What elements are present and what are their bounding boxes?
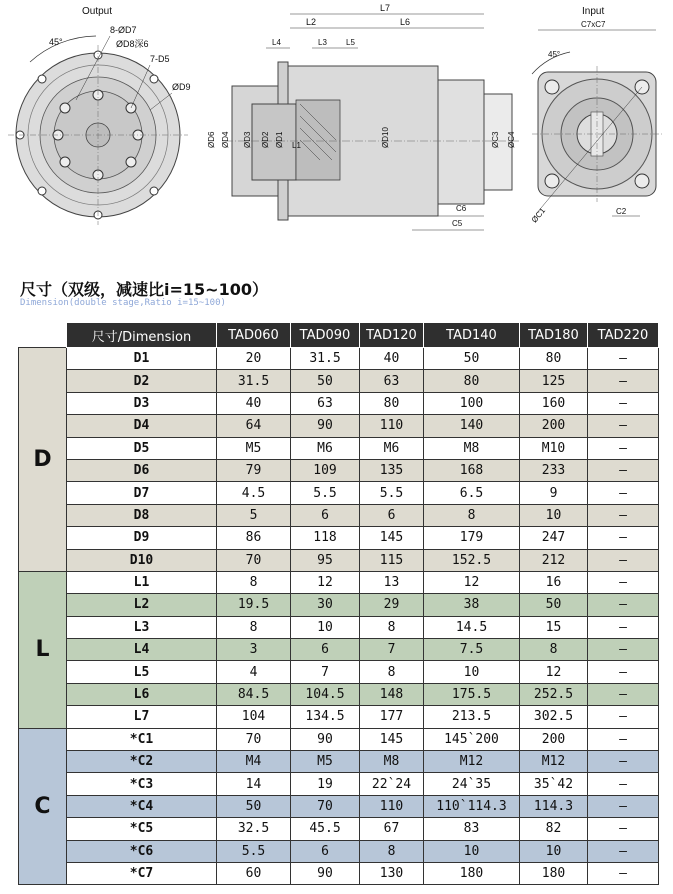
- value-cell: 12: [291, 571, 360, 593]
- value-cell: 145: [360, 527, 424, 549]
- table-row: [19, 348, 659, 370]
- svg-text:ØD3: ØD3: [243, 131, 252, 148]
- value-cell: 10: [424, 840, 520, 862]
- svg-text:L3: L3: [318, 38, 327, 47]
- svg-text:8-ØD7: 8-ØD7: [110, 25, 137, 35]
- value-cell: 302.5: [520, 706, 588, 728]
- value-cell: 8: [360, 840, 424, 862]
- dimension-name-cell: L6: [67, 683, 217, 705]
- svg-text:L1: L1: [292, 141, 301, 150]
- value-cell: 4: [217, 661, 291, 683]
- value-cell: –: [588, 415, 659, 437]
- value-cell: 12: [424, 571, 520, 593]
- value-cell: 22`24: [360, 773, 424, 795]
- value-cell: 40: [360, 348, 424, 370]
- value-cell: 19: [291, 773, 360, 795]
- value-cell: 180: [520, 862, 588, 884]
- value-cell: 8: [360, 616, 424, 638]
- value-cell: 177: [360, 706, 424, 728]
- group-label-d: D: [19, 348, 67, 572]
- value-cell: 212: [520, 549, 588, 571]
- dimension-name-cell: *C1: [67, 728, 217, 750]
- value-cell: 104: [217, 706, 291, 728]
- value-cell: 95: [291, 549, 360, 571]
- svg-text:ØD4: ØD4: [221, 131, 230, 148]
- value-cell: –: [588, 504, 659, 526]
- value-cell: 63: [360, 370, 424, 392]
- table-row: [19, 751, 659, 773]
- value-cell: 130: [360, 862, 424, 884]
- value-cell: 140: [424, 415, 520, 437]
- header-dimension: 尺寸/Dimension: [67, 323, 217, 348]
- value-cell: –: [588, 370, 659, 392]
- value-cell: 16: [520, 571, 588, 593]
- value-cell: 70: [217, 728, 291, 750]
- value-cell: 110: [360, 795, 424, 817]
- value-cell: 31.5: [217, 370, 291, 392]
- header-tad060: TAD060: [217, 323, 291, 348]
- value-cell: 5: [217, 504, 291, 526]
- value-cell: 5.5: [291, 482, 360, 504]
- svg-text:ØD6: ØD6: [207, 131, 216, 148]
- value-cell: 90: [291, 415, 360, 437]
- table-row: [19, 840, 659, 862]
- dimension-name-cell: *C2: [67, 751, 217, 773]
- output-label: Output: [82, 6, 113, 17]
- value-cell: 252.5: [520, 683, 588, 705]
- value-cell: –: [588, 594, 659, 616]
- value-cell: 84.5: [217, 683, 291, 705]
- table-row: [19, 862, 659, 884]
- value-cell: 35`42: [520, 773, 588, 795]
- header-tad090: TAD090: [291, 323, 360, 348]
- dimension-name-cell: D1: [67, 348, 217, 370]
- dimension-name-cell: D8: [67, 504, 217, 526]
- value-cell: 5.5: [217, 840, 291, 862]
- value-cell: 110: [360, 415, 424, 437]
- table-row: [19, 504, 659, 526]
- value-cell: 160: [520, 392, 588, 414]
- value-cell: 8: [217, 616, 291, 638]
- dimension-name-cell: D2: [67, 370, 217, 392]
- value-cell: M8: [424, 437, 520, 459]
- value-cell: 82: [520, 818, 588, 840]
- value-cell: M12: [424, 751, 520, 773]
- value-cell: 3: [217, 639, 291, 661]
- value-cell: 200: [520, 728, 588, 750]
- value-cell: 13: [360, 571, 424, 593]
- technical-drawings: [0, 0, 673, 262]
- table-row: [19, 549, 659, 571]
- table-row: [19, 527, 659, 549]
- dimension-name-cell: L2: [67, 594, 217, 616]
- output-flange-view: [8, 6, 191, 225]
- value-cell: 38: [424, 594, 520, 616]
- value-cell: –: [588, 818, 659, 840]
- value-cell: 145: [360, 728, 424, 750]
- value-cell: 6: [360, 504, 424, 526]
- page-title: 尺寸（双级，减速比i=15~100）: [20, 280, 268, 299]
- table-row: [19, 661, 659, 683]
- value-cell: 12: [520, 661, 588, 683]
- svg-text:ØC3: ØC3: [491, 131, 500, 148]
- value-cell: –: [588, 862, 659, 884]
- dimension-name-cell: *C4: [67, 795, 217, 817]
- dimension-name-cell: D4: [67, 415, 217, 437]
- svg-text:C5: C5: [452, 219, 463, 228]
- table-row: [19, 571, 659, 593]
- value-cell: –: [588, 773, 659, 795]
- value-cell: 80: [424, 370, 520, 392]
- value-cell: 32.5: [217, 818, 291, 840]
- value-cell: 213.5: [424, 706, 520, 728]
- svg-text:7-D5: 7-D5: [150, 54, 170, 64]
- value-cell: –: [588, 751, 659, 773]
- value-cell: 114.3: [520, 795, 588, 817]
- value-cell: 247: [520, 527, 588, 549]
- value-cell: 110`114.3: [424, 795, 520, 817]
- value-cell: 29: [360, 594, 424, 616]
- dimension-name-cell: *C3: [67, 773, 217, 795]
- dimension-name-cell: L4: [67, 639, 217, 661]
- svg-text:L4: L4: [272, 38, 281, 47]
- group-label-l: L: [19, 571, 67, 728]
- value-cell: 24`35: [424, 773, 520, 795]
- value-cell: –: [588, 482, 659, 504]
- value-cell: 233: [520, 459, 588, 481]
- dimension-name-cell: D5: [67, 437, 217, 459]
- svg-text:ØC4: ØC4: [507, 131, 516, 148]
- value-cell: M8: [360, 751, 424, 773]
- group-label-c: C: [19, 728, 67, 885]
- value-cell: 145`200: [424, 728, 520, 750]
- dimension-name-cell: D10: [67, 549, 217, 571]
- table-row: [19, 392, 659, 414]
- value-cell: 10: [520, 840, 588, 862]
- value-cell: 90: [291, 728, 360, 750]
- table-row: [19, 639, 659, 661]
- value-cell: 79: [217, 459, 291, 481]
- dimension-name-cell: D6: [67, 459, 217, 481]
- output-angle-label: 45°: [49, 37, 63, 47]
- value-cell: M12: [520, 751, 588, 773]
- value-cell: 6: [291, 639, 360, 661]
- value-cell: 70: [217, 549, 291, 571]
- dimension-name-cell: L5: [67, 661, 217, 683]
- value-cell: 6: [291, 840, 360, 862]
- svg-text:ØD10: ØD10: [381, 127, 390, 148]
- value-cell: 5.5: [360, 482, 424, 504]
- value-cell: –: [588, 527, 659, 549]
- value-cell: –: [588, 840, 659, 862]
- value-cell: 15: [520, 616, 588, 638]
- svg-text:C6: C6: [456, 204, 467, 213]
- table-row: [19, 594, 659, 616]
- value-cell: –: [588, 348, 659, 370]
- svg-text:ØD9: ØD9: [172, 82, 191, 92]
- value-cell: –: [588, 795, 659, 817]
- table-row: [19, 773, 659, 795]
- value-cell: 64: [217, 415, 291, 437]
- value-cell: 45.5: [291, 818, 360, 840]
- table-row: [19, 482, 659, 504]
- dimension-name-cell: *C6: [67, 840, 217, 862]
- value-cell: –: [588, 549, 659, 571]
- value-cell: –: [588, 639, 659, 661]
- value-cell: –: [588, 616, 659, 638]
- value-cell: 6: [291, 504, 360, 526]
- input-label: Input: [582, 6, 605, 17]
- value-cell: 10: [291, 616, 360, 638]
- value-cell: 30: [291, 594, 360, 616]
- dimension-name-cell: L1: [67, 571, 217, 593]
- value-cell: 148: [360, 683, 424, 705]
- value-cell: M6: [291, 437, 360, 459]
- value-cell: 152.5: [424, 549, 520, 571]
- page-subtitle: Dimension(double stage,Ratio i=15~100): [20, 298, 226, 308]
- value-cell: 50: [291, 370, 360, 392]
- value-cell: M6: [360, 437, 424, 459]
- value-cell: 20: [217, 348, 291, 370]
- svg-text:ØD1: ØD1: [275, 131, 284, 148]
- value-cell: 109: [291, 459, 360, 481]
- value-cell: 63: [291, 392, 360, 414]
- svg-text:L2: L2: [306, 17, 317, 27]
- table-row: [19, 616, 659, 638]
- svg-text:L7: L7: [380, 3, 391, 13]
- value-cell: 60: [217, 862, 291, 884]
- value-cell: –: [588, 392, 659, 414]
- svg-text:ØD8深6: ØD8深6: [116, 39, 149, 49]
- header-tad180: TAD180: [520, 323, 588, 348]
- value-cell: 135: [360, 459, 424, 481]
- value-cell: 100: [424, 392, 520, 414]
- value-cell: 115: [360, 549, 424, 571]
- value-cell: 19.5: [217, 594, 291, 616]
- value-cell: 7: [291, 661, 360, 683]
- value-cell: –: [588, 706, 659, 728]
- table-row: [19, 706, 659, 728]
- table-row: [19, 728, 659, 750]
- value-cell: 9: [520, 482, 588, 504]
- value-cell: 168: [424, 459, 520, 481]
- table-row: [19, 415, 659, 437]
- value-cell: –: [588, 437, 659, 459]
- value-cell: 10: [520, 504, 588, 526]
- value-cell: 50: [520, 594, 588, 616]
- value-cell: 80: [520, 348, 588, 370]
- value-cell: –: [588, 459, 659, 481]
- svg-text:ØD2: ØD2: [261, 131, 270, 148]
- value-cell: 86: [217, 527, 291, 549]
- value-cell: –: [588, 728, 659, 750]
- header-tad140: TAD140: [424, 323, 520, 348]
- header-tad220: TAD220: [588, 323, 659, 348]
- svg-text:L6: L6: [400, 17, 411, 27]
- svg-text:L5: L5: [346, 38, 355, 47]
- value-cell: 200: [520, 415, 588, 437]
- table-header-row: [19, 323, 659, 348]
- value-cell: 83: [424, 818, 520, 840]
- table-row: [19, 795, 659, 817]
- value-cell: 104.5: [291, 683, 360, 705]
- dimension-name-cell: D9: [67, 527, 217, 549]
- value-cell: 80: [360, 392, 424, 414]
- value-cell: 70: [291, 795, 360, 817]
- value-cell: M4: [217, 751, 291, 773]
- dimension-name-cell: *C7: [67, 862, 217, 884]
- value-cell: M5: [291, 751, 360, 773]
- dimension-name-cell: L7: [67, 706, 217, 728]
- table-row: [19, 683, 659, 705]
- svg-text:C2: C2: [616, 207, 627, 216]
- value-cell: 7: [360, 639, 424, 661]
- value-cell: 8: [360, 661, 424, 683]
- value-cell: 125: [520, 370, 588, 392]
- value-cell: –: [588, 661, 659, 683]
- table-row: [19, 459, 659, 481]
- svg-text:ØC1: ØC1: [529, 206, 548, 225]
- header-tad120: TAD120: [360, 323, 424, 348]
- table-body: [19, 348, 659, 885]
- value-cell: 118: [291, 527, 360, 549]
- value-cell: 8: [217, 571, 291, 593]
- table-row: [19, 437, 659, 459]
- value-cell: 8: [520, 639, 588, 661]
- table-row: [19, 370, 659, 392]
- value-cell: M5: [217, 437, 291, 459]
- value-cell: 14: [217, 773, 291, 795]
- side-section-view: [207, 3, 520, 230]
- value-cell: 134.5: [291, 706, 360, 728]
- dimension-name-cell: L3: [67, 616, 217, 638]
- value-cell: –: [588, 683, 659, 705]
- value-cell: –: [588, 571, 659, 593]
- value-cell: 40: [217, 392, 291, 414]
- value-cell: 50: [424, 348, 520, 370]
- value-cell: 67: [360, 818, 424, 840]
- value-cell: 180: [424, 862, 520, 884]
- value-cell: 14.5: [424, 616, 520, 638]
- value-cell: 175.5: [424, 683, 520, 705]
- dimension-name-cell: D3: [67, 392, 217, 414]
- svg-text:C7xC7: C7xC7: [581, 20, 606, 29]
- dimension-name-cell: *C5: [67, 818, 217, 840]
- value-cell: 10: [424, 661, 520, 683]
- value-cell: 4.5: [217, 482, 291, 504]
- value-cell: 31.5: [291, 348, 360, 370]
- input-flange-view: [530, 6, 662, 225]
- dimension-table: [18, 322, 659, 885]
- value-cell: M10: [520, 437, 588, 459]
- table-row: [19, 818, 659, 840]
- value-cell: 6.5: [424, 482, 520, 504]
- svg-text:45°: 45°: [548, 50, 561, 59]
- value-cell: 90: [291, 862, 360, 884]
- value-cell: 179: [424, 527, 520, 549]
- value-cell: 7.5: [424, 639, 520, 661]
- value-cell: 50: [217, 795, 291, 817]
- value-cell: 8: [424, 504, 520, 526]
- dimension-name-cell: D7: [67, 482, 217, 504]
